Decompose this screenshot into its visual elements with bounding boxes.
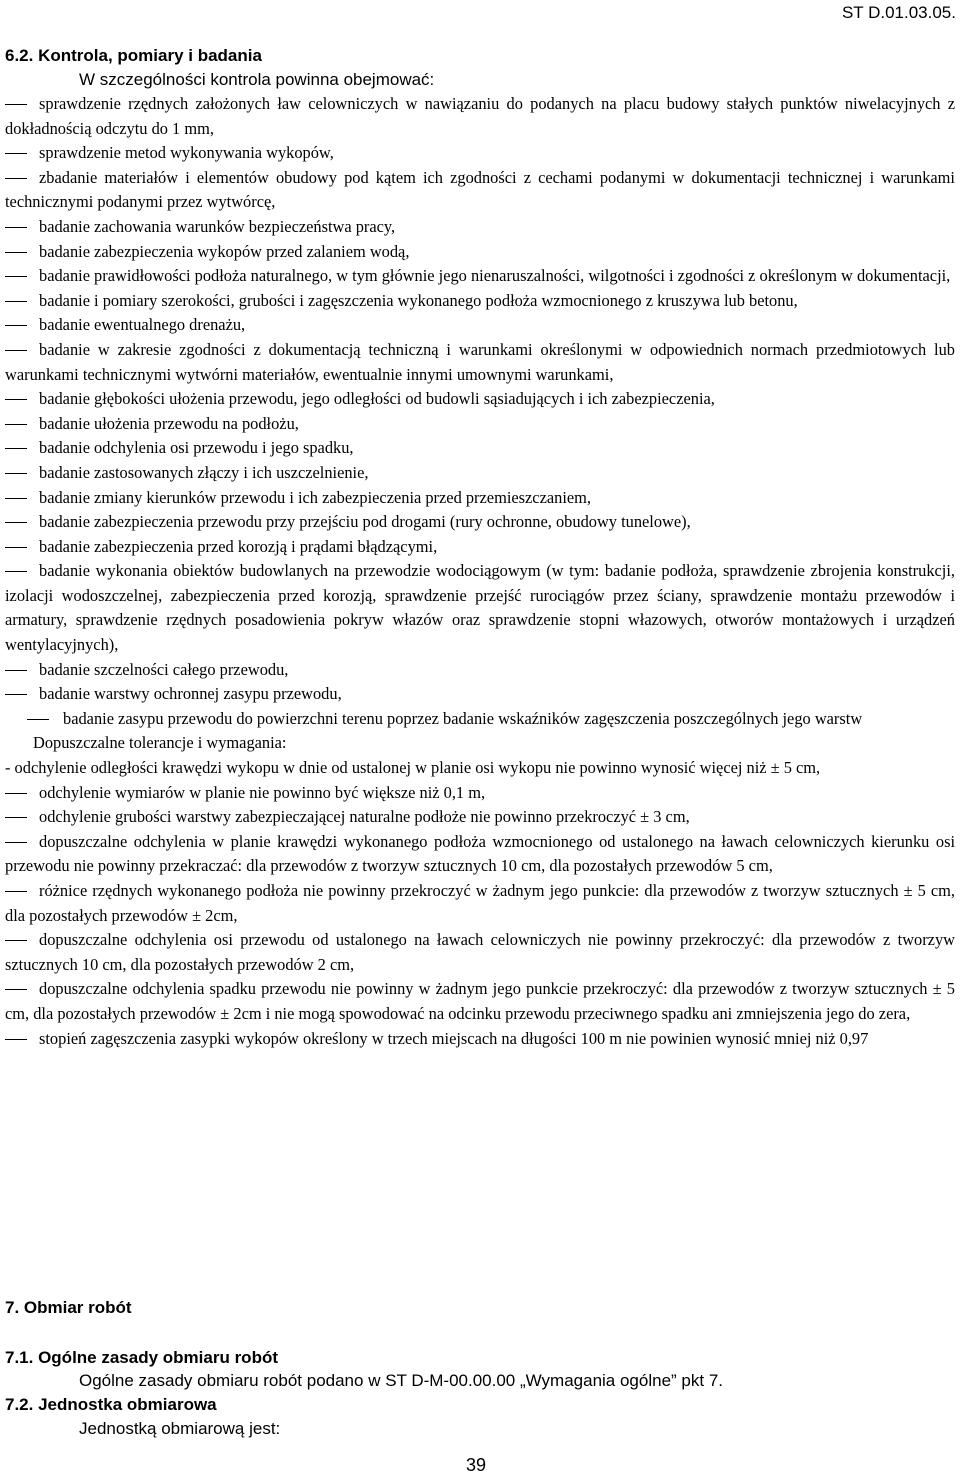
list-item: sprawdzenie rzędnych założonych ław celowniczych w nawiązaniu do podanych na placu budowy stałych punktów niwelacyjnych z dokładnością odczytu do 1 mm, xyxy=(5,94,955,138)
document-code: ST D.01.03.05. xyxy=(841,3,956,22)
dash-bullet-icon xyxy=(5,325,27,326)
section-7-2-heading: 7.2. Jednostka obmiarowa xyxy=(5,1395,217,1414)
list-item: badanie wykonania obiektów budowlanych na przewodzie wodociągowym (w tym: badanie podłoża, sprawdzenie zbrojenia konstrukcji, izolacji wodoszczelnej, zabezpieczenia przed korozją, sprawdzenie przejść rurociągów przez ściany, sprawdzenie montażu przewodów i armatury, sprawdzenie rzędnych posadowienia pokryw włazów oraz sprawdzenie stopni włazowych, otworów montażowych i urządzeń wentylacyjnych), xyxy=(5,561,955,655)
list-item: badanie zachowania warunków bezpieczeństwa pracy, xyxy=(5,215,955,240)
list-item: badanie w zakresie zgodności z dokumentacją techniczną i warunkami określonymi w odpowiednich normach przedmiotowych lub warunkami technicznymi wytwórni materiałów, ewentualnie innymi umownymi warunkami, xyxy=(5,339,955,384)
section-7-heading: 7. Obmiar robót xyxy=(5,1298,132,1317)
dash-bullet-icon xyxy=(5,817,27,818)
tolerance-item: dopuszczalne odchylenia w planie krawędzi wykonanego podłoża wzmocnionego od ustalonego na ławach celowniczych kierunku osi przewodu nie powinny przekraczać: dla przewodów z tworzyw sztucznych 10 cm, dla pozostałych przewodów 5 cm, xyxy=(5,831,955,876)
list-sub-item: badanie zasypu przewodu do powierzchni terenu poprzez badanie wskaźników zagęszczenia poszczególnych jego warstw xyxy=(5,707,955,732)
tolerance-item: odchylenie grubości warstwy zabezpieczającej naturalne podłoże nie powinno przekroczyć ± 3 cm, xyxy=(5,805,955,830)
tolerance-item: odchylenie wymiarów w planie nie powinno być większe niż 0,1 m, xyxy=(5,781,955,806)
tolerance-first: - odchylenie odległości krawędzi wykopu w dnie od ustalonej w planie osi wykopu nie powinno wynosić więcej niż ± 5 cm, xyxy=(5,758,821,778)
tolerance-item: stopień zagęszczenia zasypki wykopów określony w trzech miejscach na długości 100 m nie powinien wynosić mniej niż 0,97 xyxy=(5,1027,955,1052)
section-6-2-heading: 6.2. Kontrola, pomiary i badania xyxy=(5,46,262,65)
list-item: badanie głębokości ułożenia przewodu, jego odległości od budowli sąsiadujących i ich zabezpieczenia, xyxy=(5,387,955,412)
list-item: zbadanie materiałów i elementów obudowy pod kątem ich zgodności z cechami podanymi w dokumentacji technicznej i warunkami technicznymi podanymi przez wytwórcę, xyxy=(5,167,955,212)
list-item: badanie zmiany kierunków przewodu i ich zabezpieczenia przed przemieszczaniem, xyxy=(5,486,955,511)
dash-bullet-icon xyxy=(5,473,27,474)
tolerances-heading: Dopuszczalne tolerancje i wymagania: xyxy=(33,733,287,753)
list-item: badanie warstwy ochronnej zasypu przewodu, xyxy=(5,682,955,707)
dash-bullet-icon xyxy=(27,719,49,720)
list-item: badanie odchylenia osi przewodu i jego spadku, xyxy=(5,436,955,461)
dash-bullet-icon xyxy=(5,498,27,499)
dash-bullet-icon xyxy=(5,670,27,671)
dash-bullet-icon xyxy=(5,301,27,302)
dash-bullet-icon xyxy=(5,940,27,941)
list-item: badanie ewentualnego drenażu, xyxy=(5,313,955,338)
section-7-1-text: Ogólne zasady obmiaru robót podano w ST D-M-00.00.00 „Wymagania ogólne” pkt 7. xyxy=(79,1371,723,1390)
dash-bullet-icon xyxy=(5,227,27,228)
section-7-1-heading: 7.1. Ogólne zasady obmiaru robót xyxy=(5,1348,278,1367)
dash-bullet-icon xyxy=(5,522,27,523)
dash-bullet-icon xyxy=(5,252,27,253)
dash-bullet-icon xyxy=(5,1039,27,1040)
list-item: badanie i pomiary szerokości, grubości i zagęszczenia wykonanego podłoża wzmocnionego z kruszywa lub betonu, xyxy=(5,289,955,314)
dash-bullet-icon xyxy=(5,989,27,990)
dash-bullet-icon xyxy=(5,793,27,794)
list-item: badanie ułożenia przewodu na podłożu, xyxy=(5,412,955,437)
tolerance-item: różnice rzędnych wykonanego podłoża nie powinny przekroczyć w żadnym jego punkcie: dla przewodów z tworzyw sztucznych ± 5 cm, dla pozostałych przewodów ± 2cm, xyxy=(5,881,955,925)
dash-bullet-icon xyxy=(5,178,27,179)
list-item: badanie zastosowanych złączy i ich uszczelnienie, xyxy=(5,461,955,486)
control-list xyxy=(5,92,955,1051)
page-number: 39 xyxy=(466,1455,487,1475)
list-item: badanie szczelności całego przewodu, xyxy=(5,658,955,683)
list-item: badanie zabezpieczenia przed korozją i prądami błądzącymi, xyxy=(5,535,955,560)
dash-bullet-icon xyxy=(5,399,27,400)
dash-bullet-icon xyxy=(5,547,27,548)
dash-bullet-icon xyxy=(5,153,27,154)
dash-bullet-icon xyxy=(5,842,27,843)
section-6-2-intro: W szczególności kontrola powinna obejmować: xyxy=(79,70,435,89)
dash-bullet-icon xyxy=(5,571,27,572)
dash-bullet-icon xyxy=(5,104,27,105)
dash-bullet-icon xyxy=(5,424,27,425)
dash-bullet-icon xyxy=(5,448,27,449)
dash-bullet-icon xyxy=(5,694,27,695)
tolerance-item: dopuszczalne odchylenia osi przewodu od ustalonego na ławach celowniczych nie powinny przekroczyć: dla przewodów z tworzyw sztucznych 10 cm, dla pozostałych przewodów 2 cm, xyxy=(5,930,955,974)
list-item: sprawdzenie metod wykonywania wykopów, xyxy=(5,141,955,166)
list-item: badanie zabezpieczenia wykopów przed zalaniem wodą, xyxy=(5,240,955,265)
list-item: badanie prawidłowości podłoża naturalnego, w tym głównie jego nienaruszalności, wilgotności i zgodności z określonym w dokumentacji, xyxy=(5,264,955,289)
section-7-2-text: Jednostką obmiarową jest: xyxy=(79,1419,281,1438)
dash-bullet-icon xyxy=(5,350,27,351)
list-item: badanie zabezpieczenia przewodu przy przejściu pod drogami (rury ochronne, obudowy tunelowe), xyxy=(5,510,955,535)
tolerance-item: dopuszczalne odchylenia spadku przewodu nie powinny w żadnym jego punkcie przekroczyć: dla przewodów z tworzyw sztucznych ± 5 cm, dla pozostałych przewodów ± 2cm i nie mogą spowodować na odcinku przewodu przeciwnego spadku ani zmniejszenia jego do zera, xyxy=(5,979,955,1023)
dash-bullet-icon xyxy=(5,276,27,277)
dash-bullet-icon xyxy=(5,891,27,892)
